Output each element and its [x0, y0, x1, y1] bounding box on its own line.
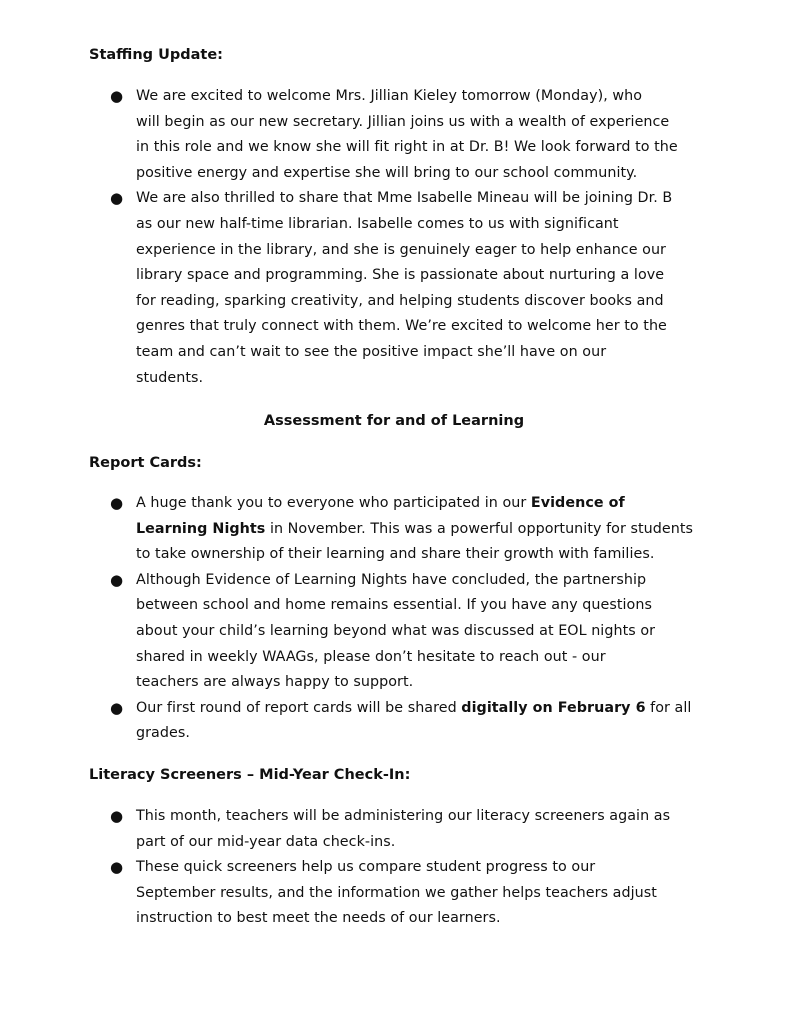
text-run: for all — [645, 699, 692, 716]
list-item — [110, 568, 710, 696]
literacy-screeners-heading: Literacy Screeners – Mid-Year Check-In: — [89, 767, 411, 783]
list-item-line: will begin as our new secretary. Jillian joins us with a wealth of experience — [136, 113, 670, 130]
assessment-heading: Assessment for and of Learning — [263, 413, 525, 429]
list-item-line: We are excited to welcome Mrs. Jillian Kieley tomorrow (Monday), who — [136, 88, 643, 104]
staffing-update-heading: Staffing Update: — [89, 47, 223, 63]
staffing-bullet-list — [110, 84, 710, 391]
list-item-line: for reading, sparking creativity, and helping students discover books and — [136, 292, 664, 309]
list-item-line: about your child’s learning beyond what was discussed at EOL nights or — [136, 622, 656, 639]
list-item-line — [136, 696, 710, 722]
list-item-line: as our new half-time librarian. Isabelle comes to us with significant — [136, 215, 619, 232]
list-item-line: positive energy and expertise she will bring to our school community. — [136, 164, 638, 181]
list-item — [110, 84, 710, 186]
list-item-line: team and can’t wait to see the positive impact she’ll have on our — [136, 343, 607, 360]
bullet-icon: ● — [110, 698, 124, 717]
list-item-line: We are also thrilled to share that Mme Isabelle Mineau will be joining Dr. B — [136, 190, 673, 207]
list-item — [110, 855, 710, 932]
list-item-line: These quick screeners help us compare student progress to our — [136, 859, 596, 876]
list-item-line — [136, 491, 710, 517]
text-run: Our first round of report cards will be shared — [136, 699, 462, 716]
list-item-line: Although Evidence of Learning Nights have concluded, the partnership — [136, 571, 647, 588]
list-item — [110, 696, 710, 747]
list-item — [110, 186, 710, 391]
report-cards-heading: Report Cards: — [89, 455, 202, 471]
list-item-line: experience in the library, and she is genuinely eager to help enhance our — [136, 241, 666, 258]
evidence-of-learning-emphasis: Learning Nights — [136, 520, 266, 537]
list-item-line: students. — [136, 369, 204, 386]
list-item-line: teachers are always happy to support. — [136, 674, 414, 691]
list-item-line: shared in weekly WAAGs, please don’t hesitate to reach out - our — [136, 648, 606, 665]
list-item-line: library space and programming. She is passionate about nurturing a love — [136, 267, 665, 284]
text-run: A huge thank you to everyone who participated in our — [136, 495, 531, 511]
list-item-line: grades. — [136, 725, 190, 742]
list-item-line: between school and home remains essential. If you have any questions — [136, 597, 652, 614]
evidence-of-learning-emphasis: Evidence of — [530, 495, 625, 511]
bullet-icon: ● — [110, 189, 124, 208]
list-item-line — [136, 517, 710, 543]
report-cards-bullet-list — [110, 491, 710, 747]
list-item-line: instruction to best meet the needs of our learners. — [136, 910, 501, 927]
list-item-line: This month, teachers will be administering our literacy screeners again as — [136, 808, 671, 824]
bullet-icon: ● — [110, 807, 124, 825]
list-item-line: to take ownership of their learning and share their growth with families. — [136, 546, 655, 563]
list-item — [110, 491, 710, 568]
list-item-line: September results, and the information we gather helps teachers adjust — [136, 884, 657, 901]
list-item-line: part of our mid-year data check-ins. — [136, 833, 396, 850]
report-date-emphasis: digitally on February 6 — [461, 699, 646, 716]
bullet-icon: ● — [110, 87, 124, 105]
bullet-icon: ● — [110, 494, 124, 512]
bullet-icon: ● — [110, 858, 124, 877]
bullet-icon: ● — [110, 570, 124, 589]
list-item-line: genres that truly connect with them. We’re excited to welcome her to the — [136, 318, 667, 335]
list-item-line: in this role and we know she will fit right in at Dr. B! We look forward to the — [136, 139, 678, 156]
literacy-bullet-list — [110, 804, 710, 932]
list-item — [110, 804, 710, 855]
text-run: in November. This was a powerful opportunity for students — [265, 520, 693, 537]
